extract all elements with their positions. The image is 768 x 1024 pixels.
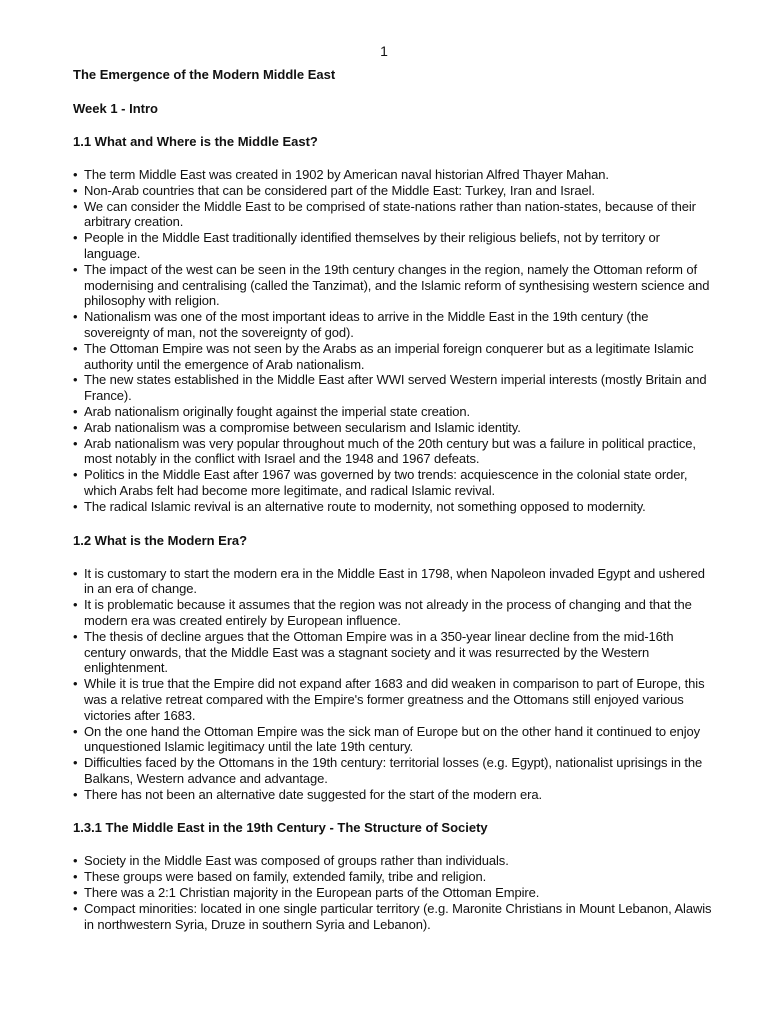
bullet-item: • There was a 2:1 Christian majority in the European parts of the Ottoman Empire. <box>73 885 713 901</box>
bullet-item: • It is customary to start the modern era in the Middle East in 1798, when Napoleon invaded Egypt and ushered in an era of change. <box>73 566 713 598</box>
section-heading: 1.3.1 The Middle East in the 19th Century - The Structure of Society <box>73 820 488 836</box>
bullet-item: • Arab nationalism was a compromise between secularism and Islamic identity. <box>73 420 713 436</box>
bullet-item: • Arab nationalism originally fought against the imperial state creation. <box>73 404 713 420</box>
bullet-item: • While it is true that the Empire did not expand after 1683 and did weaken in comparison to part of Europe, this was a relative retreat compared with the Empire's former greatness and the Ottomans still enjoyed various victories after 1683. <box>73 676 713 723</box>
bullet-item: • Arab nationalism was very popular throughout much of the 20th century but was a failure in political practice, most notably in the conflict with Israel and the 1948 and 1967 defeats. <box>73 436 713 468</box>
bullet-item: • We can consider the Middle East to be comprised of state-nations rather than nation-states, because of their arbitrary creation. <box>73 199 713 231</box>
bullet-item: • The radical Islamic revival is an alternative route to modernity, not something opposed to modernity. <box>73 499 713 515</box>
bullet-item: • The new states established in the Middle East after WWI served Western imperial interests (mostly Britain and France). <box>73 372 713 404</box>
bullet-list <box>73 167 713 515</box>
bullet-item: • Non-Arab countries that can be considered part of the Middle East: Turkey, Iran and Israel. <box>73 183 713 199</box>
document-title: The Emergence of the Modern Middle East <box>73 67 336 82</box>
section-modern-era <box>73 533 713 803</box>
section-heading: 1.2 What is the Modern Era? <box>73 532 248 548</box>
bullet-item: • The thesis of decline argues that the Ottoman Empire was in a 350-year linear decline from the mid-16th century onwards, that the Middle East was a stagnant society and it was resurrected by the Western enlightenment. <box>73 629 713 676</box>
bullet-item: • Nationalism was one of the most important ideas to arrive in the Middle East in the 19th century (the sovereignty of man, not the sovereignty of god). <box>73 309 713 341</box>
page-number: 1 <box>380 43 388 59</box>
bullet-list <box>73 566 713 803</box>
section-structure-of-society <box>73 820 713 932</box>
bullet-item: • It is problematic because it assumes that the region was not already in the process of changing and that the modern era was created entirely by European influence. <box>73 597 713 629</box>
bullet-item: • On the one hand the Ottoman Empire was the sick man of Europe but on the other hand it continued to enjoy unquestioned Islamic legitimacy until the late 19th century. <box>73 724 713 756</box>
bullet-item: • These groups were based on family, extended family, tribe and religion. <box>73 869 713 885</box>
bullet-item: • Society in the Middle East was composed of groups rather than individuals. <box>73 853 713 869</box>
section-heading: 1.1 What and Where is the Middle East? <box>73 134 318 149</box>
bullet-item: • Difficulties faced by the Ottomans in the 19th century: territorial losses (e.g. Egypt), nationalist uprisings in the Balkans, Western advance and advantage. <box>73 755 713 787</box>
bullet-list <box>73 853 713 932</box>
bullet-item: • There has not been an alternative date suggested for the start of the modern era. <box>73 787 713 803</box>
bullet-item: • The impact of the west can be seen in the 19th century changes in the region, namely the Ottoman reform of modernising and centralising (called the Tanzimat), and the Islamic reform of synthesising western science and philosophy with religion. <box>73 262 713 309</box>
bullet-item: • Politics in the Middle East after 1967 was governed by two trends: acquiescence in the colonial state order, which Arabs felt had become more legitimate, and radical Islamic revival. <box>73 467 713 499</box>
document-body <box>73 67 713 932</box>
section-what-where <box>73 134 713 515</box>
bullet-item: • People in the Middle East traditionally identified themselves by their religious beliefs, not by territory or language. <box>73 230 713 262</box>
week-title: Week 1 - Intro <box>73 101 159 116</box>
bullet-item: • Compact minorities: located in one single particular territory (e.g. Maronite Christians in Mount Lebanon, Alawis in northwestern Syria, Druze in southern Syria and Lebanon). <box>73 901 713 933</box>
bullet-item: • The term Middle East was created in 1902 by American naval historian Alfred Thayer Mahan. <box>73 167 713 183</box>
bullet-item: • The Ottoman Empire was not seen by the Arabs as an imperial foreign conquerer but as a legitimate Islamic authority until the emergence of Arab nationalism. <box>73 341 713 373</box>
